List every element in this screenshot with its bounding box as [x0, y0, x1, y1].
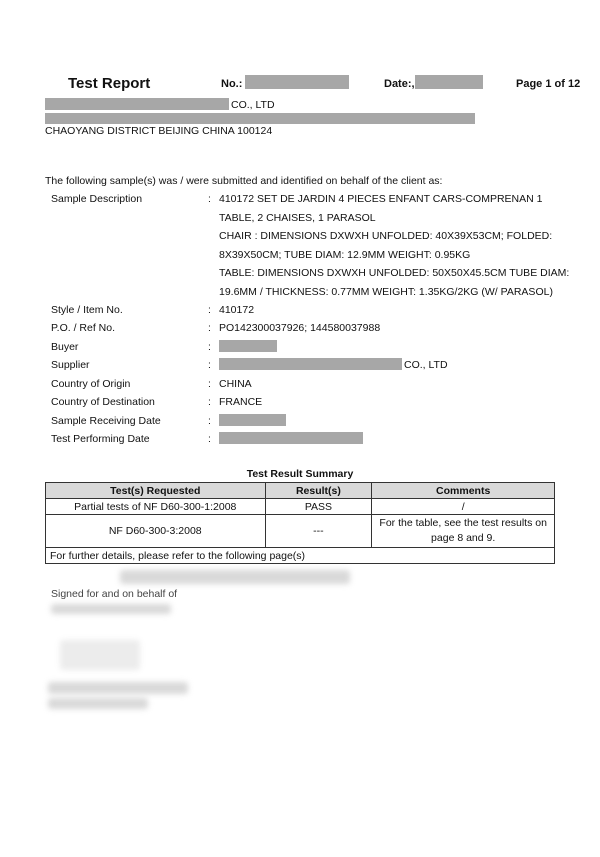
blurred-signature	[60, 640, 140, 670]
table-row	[46, 548, 555, 564]
result-cell: ---	[265, 515, 372, 548]
blurred-text	[120, 570, 350, 584]
test-result-summary-table	[45, 482, 555, 564]
client-company-suffix: CO., LTD	[231, 99, 275, 111]
colon: :	[208, 433, 211, 445]
column-header: Comments	[372, 483, 555, 499]
column-header: Test(s) Requested	[46, 483, 266, 499]
test-performing-date-redacted	[219, 432, 363, 444]
client-address-redacted	[45, 113, 475, 124]
summary-title: Test Result Summary	[246, 468, 354, 480]
table-header-row	[46, 483, 555, 499]
sample-description-line: TABLE: DIMENSIONS DXWXH UNFOLDED: 50X50X45.5CM TUBE DIAM:	[219, 267, 570, 279]
comment-cell: For the table, see the test results on page 8 and 9.	[372, 515, 555, 548]
report-title: Test Report	[68, 75, 151, 92]
po-ref-label: P.O. / Ref No.	[51, 322, 115, 334]
report-date-label: Date:,	[384, 78, 415, 90]
colon: :	[208, 322, 211, 334]
colon: :	[208, 378, 211, 390]
style-item-label: Style / Item No.	[51, 304, 123, 316]
intro-text: The following sample(s) was / were submitted and identified on behalf of the client as:	[45, 175, 443, 187]
sample-receiving-date-redacted	[219, 414, 286, 426]
supplier-company-suffix: CO., LTD	[404, 359, 448, 371]
colon: :	[208, 193, 211, 205]
country-of-origin-label: Country of Origin	[51, 378, 131, 390]
colon: :	[208, 359, 211, 371]
po-ref-value: PO142300037926; 144580037988	[219, 322, 381, 334]
report-date-redacted	[415, 75, 483, 89]
client-address: CHAOYANG DISTRICT BEIJING CHINA 100124	[45, 125, 273, 137]
table-row	[46, 515, 555, 548]
sample-description-line: 410172 SET DE JARDIN 4 PIECES ENFANT CARS-COMPRENAN 1	[219, 193, 543, 205]
colon: :	[208, 415, 211, 427]
style-item-value: 410172	[219, 304, 255, 316]
buyer-label: Buyer	[51, 341, 79, 353]
sample-description-label: Sample Description	[51, 193, 143, 205]
table-row	[46, 499, 555, 515]
test-requested-cell: Partial tests of NF D60-300-1:2008	[46, 499, 266, 515]
signed-on-behalf-text: Signed for and on behalf of	[51, 588, 178, 600]
sample-receiving-date-label: Sample Receiving Date	[51, 415, 161, 427]
country-of-destination-label: Country of Destination	[51, 396, 155, 408]
test-requested-cell: NF D60-300-3:2008	[46, 515, 266, 548]
result-cell: PASS	[265, 499, 372, 515]
blurred-signer-name	[48, 682, 188, 694]
sample-description-line: 19.6MM / THICKNESS: 0.77MM WEIGHT: 1.35KG/2KG (W/ PARASOL)	[219, 286, 553, 298]
report-number-label: No.:	[221, 78, 243, 90]
comment-cell: /	[372, 499, 555, 515]
supplier-label: Supplier	[51, 359, 90, 371]
report-number-redacted	[245, 75, 349, 89]
test-performing-date-label: Test Performing Date	[51, 433, 150, 445]
colon: :	[208, 341, 211, 353]
column-header: Result(s)	[265, 483, 372, 499]
colon: :	[208, 396, 211, 408]
country-of-origin-value: CHINA	[219, 378, 252, 390]
buyer-redacted	[219, 340, 277, 352]
blurred-company-name	[51, 604, 171, 614]
sample-description-line: CHAIR : DIMENSIONS DXWXH UNFOLDED: 40X39X53CM; FOLDED:	[219, 230, 553, 242]
supplier-redacted	[219, 358, 402, 370]
sample-description-line: TABLE, 2 CHAISES, 1 PARASOL	[219, 212, 376, 224]
sample-description-line: 8X39X50CM; TUBE DIAM: 12.9MM WEIGHT: 0.95KG	[219, 249, 471, 261]
country-of-destination-value: FRANCE	[219, 396, 263, 408]
colon: :	[208, 304, 211, 316]
client-name-redacted	[45, 98, 229, 110]
page-indicator: Page 1 of 12	[516, 78, 581, 90]
blurred-signer-title	[48, 698, 148, 709]
further-details-note: For further details, please refer to the following page(s)	[46, 548, 555, 564]
